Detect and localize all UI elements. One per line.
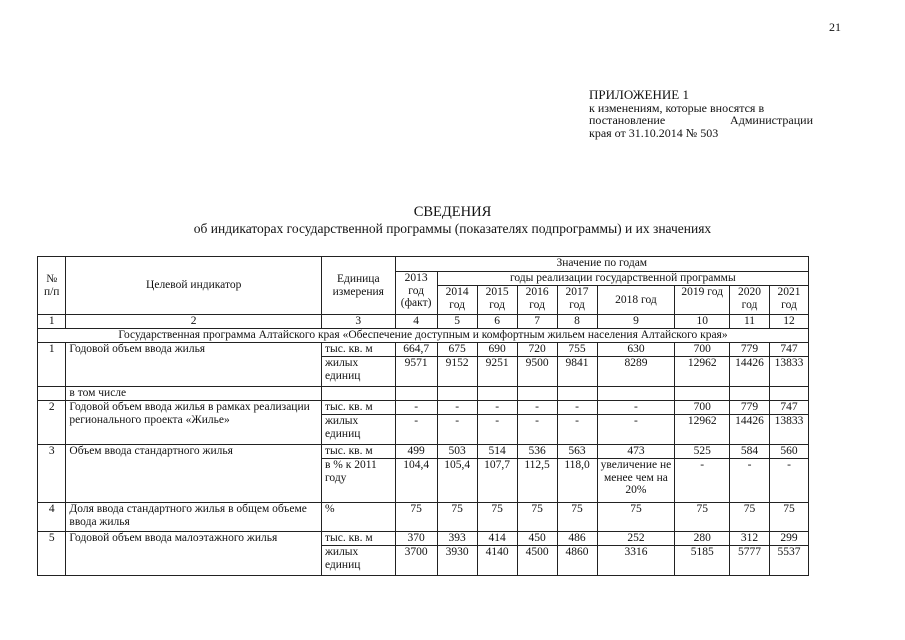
table-header-row — [38, 257, 809, 272]
value-cell: 252 — [597, 532, 675, 546]
indicator-name: Годовой объем ввода жилья — [66, 343, 322, 387]
column-number: 10 — [675, 315, 730, 329]
column-number: 6 — [477, 315, 517, 329]
value-cell: 280 — [675, 532, 730, 546]
value-cell: - — [730, 459, 770, 503]
header-cell: Значение по годам — [395, 257, 808, 272]
table-row — [38, 532, 809, 546]
unit-cell: жилых единиц — [321, 546, 395, 576]
empty-cell — [477, 387, 517, 401]
row-number: 4 — [38, 503, 66, 532]
unit-cell: % — [321, 503, 395, 532]
value-cell: 14426 — [730, 357, 770, 387]
value-cell: 700 — [675, 401, 730, 415]
value-cell: - — [557, 401, 597, 415]
value-cell: 499 — [395, 445, 437, 459]
value-cell: 370 — [395, 532, 437, 546]
value-cell: 664,7 — [395, 343, 437, 357]
value-cell: 4140 — [477, 546, 517, 576]
header-cell: Единица измерения — [321, 257, 395, 315]
value-cell: - — [597, 415, 675, 445]
value-cell: 107,7 — [477, 459, 517, 503]
empty-cell — [730, 387, 770, 401]
value-cell: 12962 — [675, 357, 730, 387]
value-cell: 450 — [517, 532, 557, 546]
header-cell: 2021 год — [770, 286, 809, 315]
column-number: 4 — [395, 315, 437, 329]
value-cell: 755 — [557, 343, 597, 357]
value-cell: 414 — [477, 532, 517, 546]
value-cell: 14426 — [730, 415, 770, 445]
value-cell: 536 — [517, 445, 557, 459]
value-cell: 112,5 — [517, 459, 557, 503]
value-cell: 486 — [557, 532, 597, 546]
value-cell: 13833 — [770, 357, 809, 387]
empty-cell — [517, 387, 557, 401]
value-cell: - — [517, 401, 557, 415]
header-cell: 2013 год (факт) — [395, 272, 437, 315]
column-number: 1 — [38, 315, 66, 329]
value-cell: 747 — [770, 343, 809, 357]
subheading-cell: в том числе — [66, 387, 322, 401]
page-number: 21 — [829, 20, 841, 34]
value-cell: 514 — [477, 445, 517, 459]
value-cell: 75 — [517, 503, 557, 532]
document-title: СВЕДЕНИЯ — [413, 204, 492, 220]
value-cell: 299 — [770, 532, 809, 546]
value-cell: 75 — [770, 503, 809, 532]
value-cell: 779 — [730, 343, 770, 357]
value-cell: 720 — [517, 343, 557, 357]
column-number: 2 — [66, 315, 322, 329]
appendix-title: ПРИЛОЖЕНИЕ 1 — [589, 87, 689, 102]
value-cell: - — [477, 415, 517, 445]
column-number: 3 — [321, 315, 395, 329]
header-cell: № п/п — [38, 257, 66, 315]
value-cell: 118,0 — [557, 459, 597, 503]
value-cell: 3930 — [437, 546, 477, 576]
value-cell: 9500 — [517, 357, 557, 387]
value-cell: 3316 — [597, 546, 675, 576]
value-cell: 312 — [730, 532, 770, 546]
header-cell: 2015 год — [477, 286, 517, 315]
header-cell: Целевой индикатор — [66, 257, 322, 315]
appendix-line: края от 31.10.2014 № 503 — [589, 125, 719, 140]
value-cell: 105,4 — [437, 459, 477, 503]
value-cell: 560 — [770, 445, 809, 459]
indicators-table — [37, 256, 809, 576]
value-cell: 5537 — [770, 546, 809, 576]
value-cell: - — [675, 459, 730, 503]
value-cell: 13833 — [770, 415, 809, 445]
program-row — [38, 329, 809, 343]
appendix-word: Администрации — [730, 113, 813, 127]
value-cell: 393 — [437, 532, 477, 546]
document-subtitle: об индикаторах государственной программы (показателях подпрограммы) и их значениях — [193, 221, 712, 236]
value-cell: 4860 — [557, 546, 597, 576]
value-cell: 75 — [597, 503, 675, 532]
value-cell: 75 — [395, 503, 437, 532]
column-number: 8 — [557, 315, 597, 329]
value-cell: 747 — [770, 401, 809, 415]
header-cell: 2017 год — [557, 286, 597, 315]
column-numbers-row — [38, 315, 809, 329]
unit-cell: жилых единиц — [321, 415, 395, 445]
value-cell: 4500 — [517, 546, 557, 576]
row-number: 3 — [38, 445, 66, 503]
column-number: 7 — [517, 315, 557, 329]
table-row — [38, 343, 809, 357]
value-cell: - — [557, 415, 597, 445]
table-row — [38, 401, 809, 415]
indicator-name: Объем ввода стандартного жилья — [66, 445, 322, 503]
value-cell: 779 — [730, 401, 770, 415]
table-row — [38, 445, 809, 459]
column-number: 9 — [597, 315, 675, 329]
column-number: 12 — [770, 315, 809, 329]
value-cell: - — [770, 459, 809, 503]
empty-cell — [321, 387, 395, 401]
value-cell: 75 — [675, 503, 730, 532]
value-cell: 563 — [557, 445, 597, 459]
value-cell: 9251 — [477, 357, 517, 387]
unit-cell: в % к 2011 году — [321, 459, 395, 503]
value-cell: 75 — [730, 503, 770, 532]
unit-cell: жилых единиц — [321, 357, 395, 387]
table-row — [38, 387, 809, 401]
header-cell: 2020 год — [730, 286, 770, 315]
value-cell: 104,4 — [395, 459, 437, 503]
indicator-name: Годовой объем ввода малоэтажного жилья — [66, 532, 322, 576]
unit-cell: тыс. кв. м — [321, 532, 395, 546]
value-cell: 690 — [477, 343, 517, 357]
value-cell: 503 — [437, 445, 477, 459]
header-cell: 2019 год — [675, 286, 730, 315]
header-cell: годы реализации государственной программы — [437, 272, 808, 286]
empty-cell — [38, 387, 66, 401]
value-cell: 5185 — [675, 546, 730, 576]
value-cell: 9841 — [557, 357, 597, 387]
value-cell: - — [597, 401, 675, 415]
empty-cell — [395, 387, 437, 401]
value-cell: 3700 — [395, 546, 437, 576]
value-cell: - — [395, 415, 437, 445]
value-cell: 5777 — [730, 546, 770, 576]
header-cell: 2014 год — [437, 286, 477, 315]
value-cell: 75 — [477, 503, 517, 532]
value-cell: - — [477, 401, 517, 415]
value-cell: 675 — [437, 343, 477, 357]
column-number: 5 — [437, 315, 477, 329]
header-cell: 2016 год — [517, 286, 557, 315]
appendix-block — [589, 89, 813, 139]
value-cell: 75 — [437, 503, 477, 532]
value-cell: - — [437, 415, 477, 445]
unit-cell: тыс. кв. м — [321, 401, 395, 415]
indicator-name: Годовой объем ввода жилья в рамках реализации регионального проекта «Жилье» — [66, 401, 322, 445]
value-cell: - — [437, 401, 477, 415]
empty-cell — [770, 387, 809, 401]
row-number: 1 — [38, 343, 66, 387]
value-cell: 12962 — [675, 415, 730, 445]
program-title: Государственная программа Алтайского края «Обеспечение доступным и комфортным жильем населения Алтайского края» — [38, 329, 809, 343]
header-cell: 2018 год — [597, 286, 675, 315]
value-cell: - — [517, 415, 557, 445]
table-row — [38, 503, 809, 532]
empty-cell — [437, 387, 477, 401]
value-cell: 630 — [597, 343, 675, 357]
value-cell: увеличение не менее чем на 20% — [597, 459, 675, 503]
unit-cell: тыс. кв. м — [321, 343, 395, 357]
empty-cell — [557, 387, 597, 401]
appendix-word: постановление — [589, 113, 666, 127]
value-cell: 9152 — [437, 357, 477, 387]
appendix-line — [589, 114, 813, 127]
value-cell: 525 — [675, 445, 730, 459]
value-cell: - — [395, 401, 437, 415]
empty-cell — [675, 387, 730, 401]
value-cell: 8289 — [597, 357, 675, 387]
value-cell: 9571 — [395, 357, 437, 387]
indicator-name: Доля ввода стандартного жилья в общем объеме ввода жилья — [66, 503, 322, 532]
value-cell: 473 — [597, 445, 675, 459]
column-number: 11 — [730, 315, 770, 329]
value-cell: 700 — [675, 343, 730, 357]
value-cell: 584 — [730, 445, 770, 459]
value-cell: 75 — [557, 503, 597, 532]
row-number: 5 — [38, 532, 66, 576]
appendix-line: к изменениям, которые вносятся в — [589, 100, 765, 115]
row-number: 2 — [38, 401, 66, 445]
unit-cell: тыс. кв. м — [321, 445, 395, 459]
empty-cell — [597, 387, 675, 401]
